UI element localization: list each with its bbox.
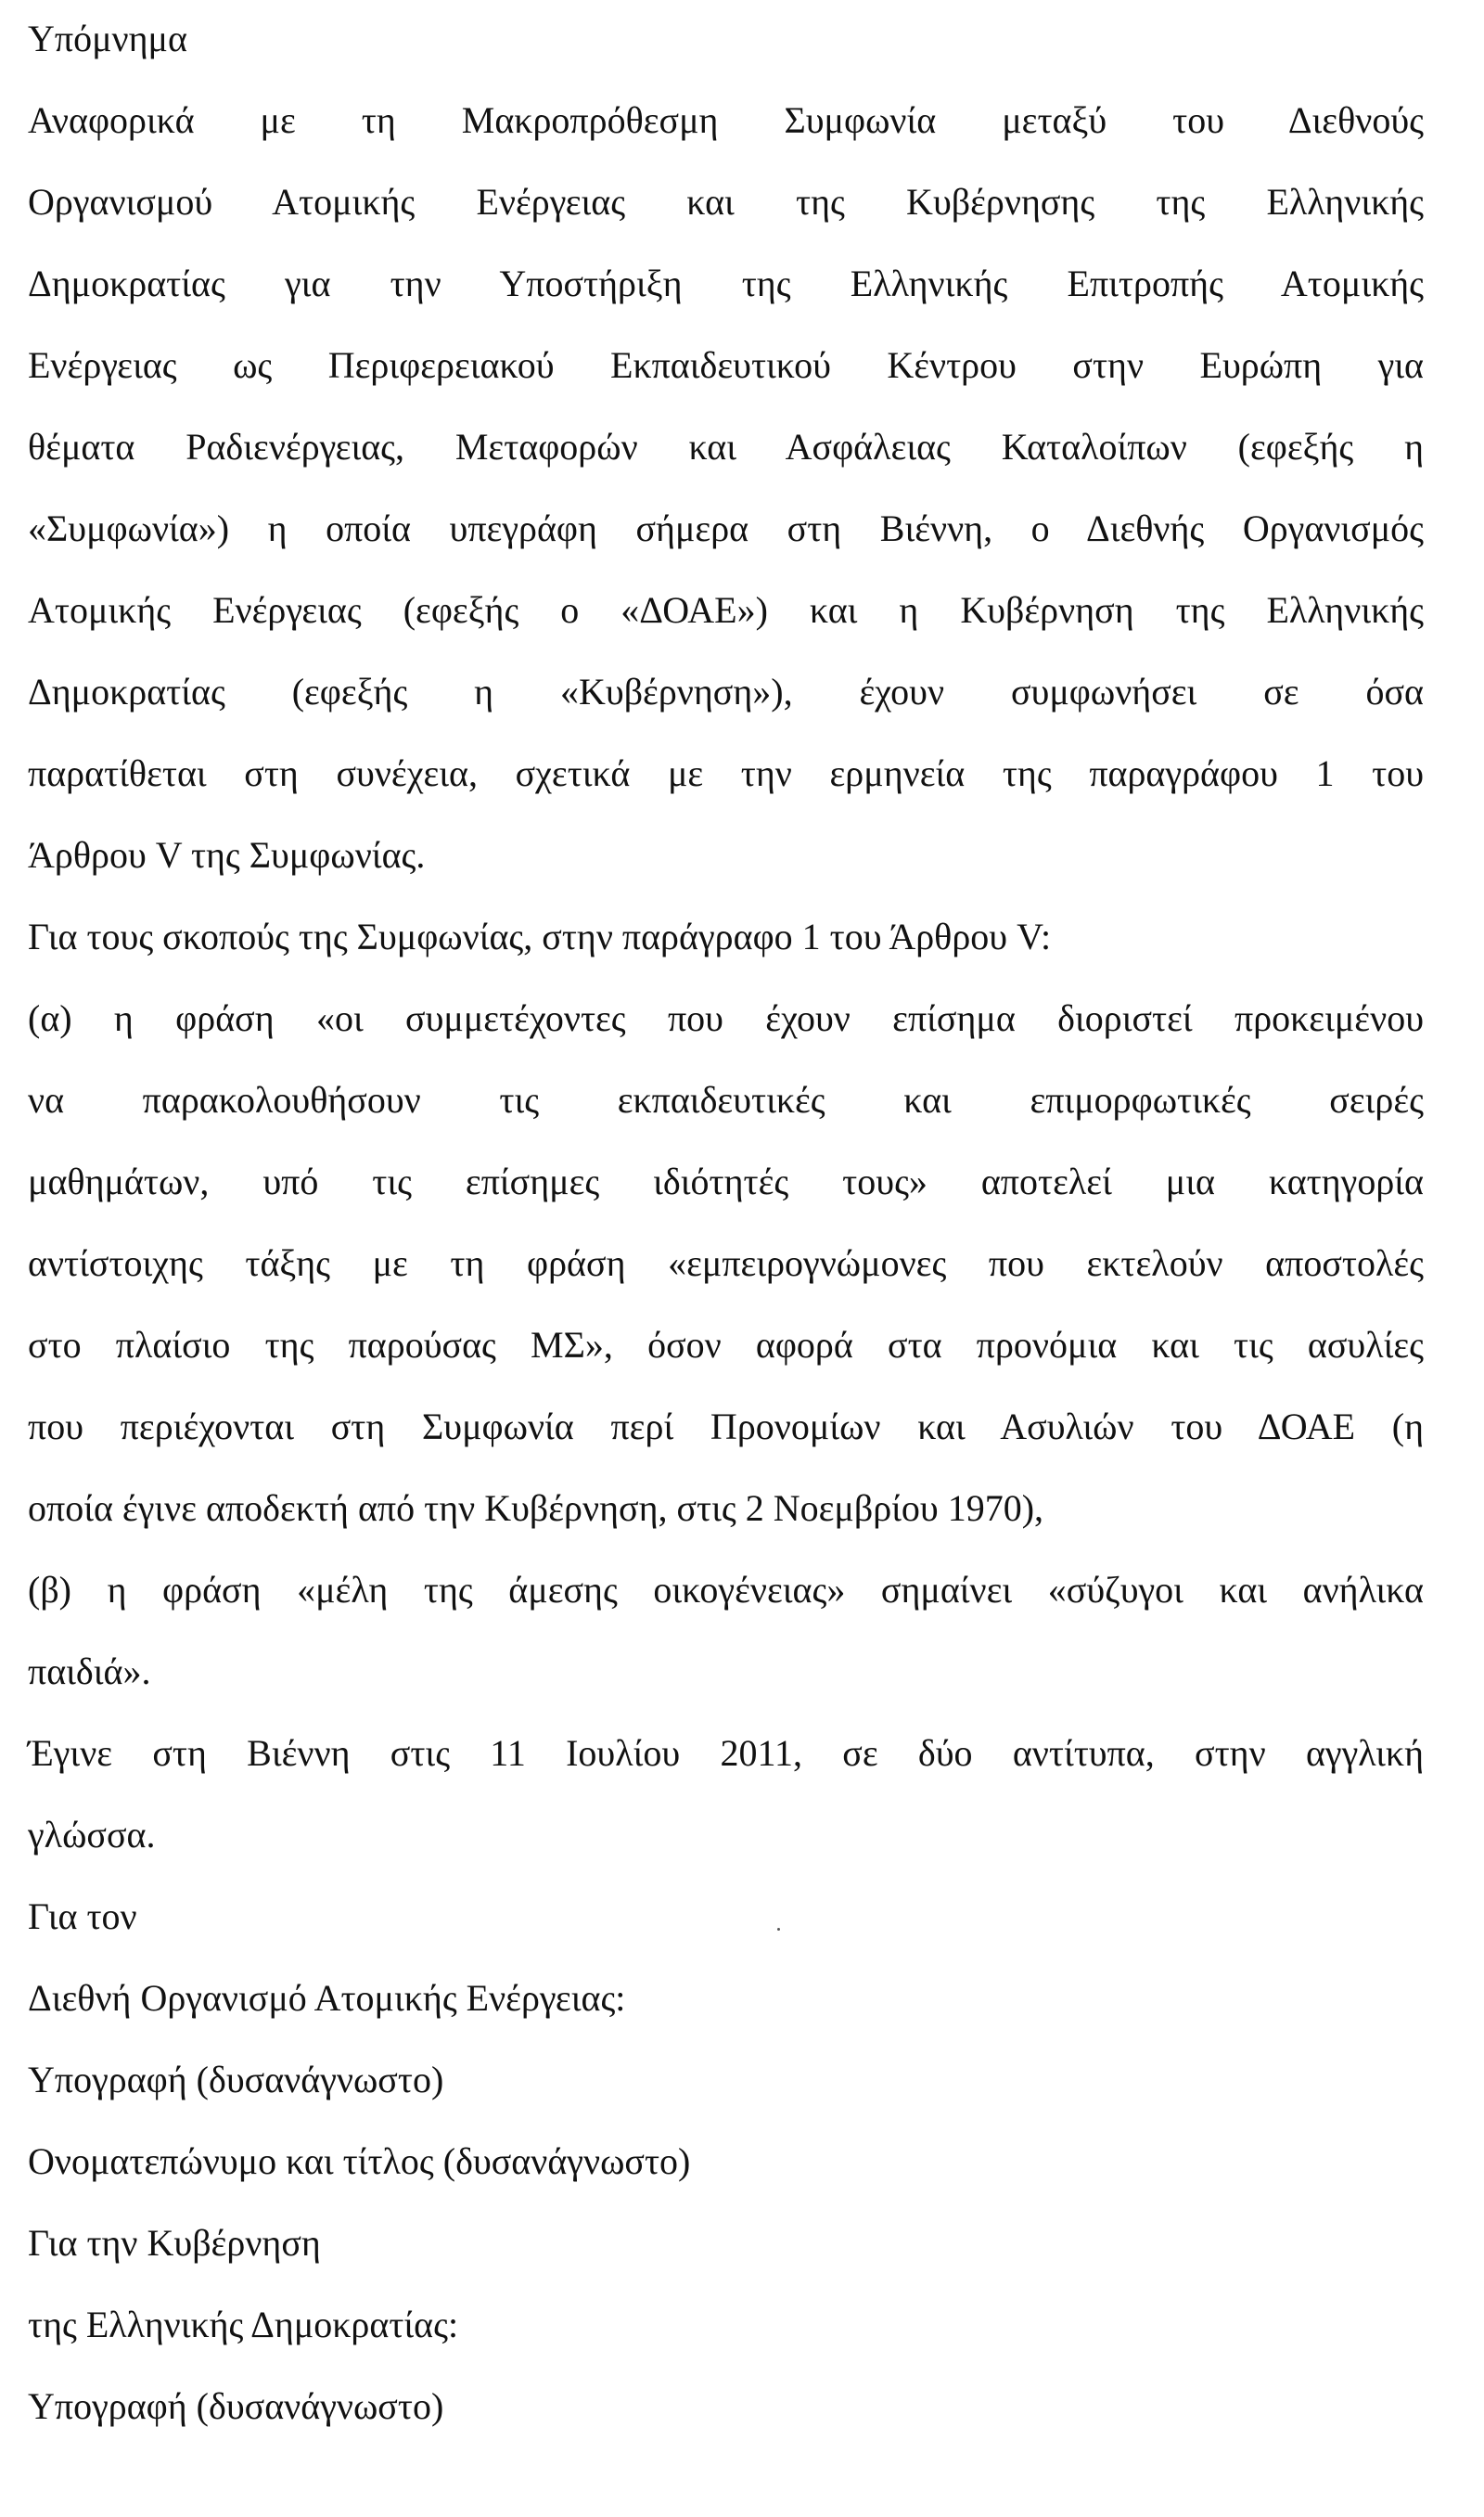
signature-iaea-line: Υπογραφή (δυσανάγνωστο) [28, 2059, 444, 2100]
item-a-line: (α) η φράση «οι συμμετέχοντες που έχουν επίσημα διοριστεί προκειμένου [28, 997, 1424, 1039]
item-a-line: που περιέχονται στη Συμφωνία περί Προνομίων και Ασυλιών του ΔΟΑΕ (η [28, 1406, 1424, 1447]
scan-speck [777, 1928, 780, 1931]
paragraph-1-line: Άρθρου V της Συμφωνίας. [28, 834, 426, 876]
done-at-line: Έγινε στη Βιέννη στις 11 Ιουλίου 2011, σε δύο αντίτυπα, στην αγγλική [28, 1732, 1424, 1774]
paragraph-1-line: «Συμφωνία») η οποία υπεγράφη σήμερα στη Βιέννη, ο Διεθνής Οργανισμός [28, 507, 1424, 549]
signature-government-line: της Ελληνικής Δημοκρατίας: [28, 2304, 459, 2345]
document-heading: Υπόμνημα [28, 18, 187, 59]
item-a-line: στο πλαίσιο της παρούσας ΜΣ», όσον αφορά στα προνόμια και τις ασυλίες [28, 1324, 1424, 1366]
item-b-line: (β) η φράση «μέλη της άμεσης οικογένειας» σημαίνει «σύζυγοι και ανήλικα [28, 1569, 1424, 1611]
paragraph-1-line: θέματα Ραδιενέργειας, Μεταφορών και Ασφάλειας Καταλοίπων (εφεξής η [28, 426, 1424, 468]
paragraph-1-line: Δημοκρατίας για την Υποστήριξη της Ελληνικής Επιτροπής Ατομικής [28, 263, 1424, 304]
paragraph-1-line: Ατομικής Ενέργειας (εφεξής ο «ΔΟΑΕ») και η Κυβέρνηση της Ελληνικής [28, 589, 1424, 631]
item-a-line: να παρακολουθήσουν τις εκπαιδευτικές και επιμορφωτικές σειρές [28, 1079, 1424, 1121]
item-a-line: οποία έγινε αποδεκτή από την Κυβέρνηση, στις 2 Νοεμβρίου 1970), [28, 1487, 1044, 1529]
paragraph-1-line: Αναφορικά με τη Μακροπρόθεσμη Συμφωνία μεταξύ του Διεθνούς [28, 99, 1424, 141]
signature-government-line: Για την Κυβέρνηση [28, 2222, 321, 2264]
paragraph-1-line: Δημοκρατίας (εφεξής η «Κυβέρνηση»), έχουν συμφωνήσει σε όσα [28, 671, 1424, 713]
done-at-line: γλώσσα. [28, 1814, 156, 1856]
paragraph-1-line: Ενέργειας ως Περιφερειακού Εκπαιδευτικού Κέντρου στην Ευρώπη για [28, 344, 1424, 386]
signature-iaea-line: Για τον [28, 1895, 137, 1937]
signature-iaea-line: Ονοματεπώνυμο και τίτλος (δυσανάγνωστο) [28, 2140, 691, 2182]
item-a-line: αντίστοιχης τάξης με τη φράση «εμπειρογνώμονες που εκτελούν αποστολές [28, 1242, 1424, 1284]
signature-iaea-line: Διεθνή Οργανισμό Ατομικής Ενέργειας: [28, 1977, 626, 2019]
paragraph-1-line: Οργανισμού Ατομικής Ενέργειας και της Κυβέρνησης της Ελληνικής [28, 181, 1424, 223]
item-b-line: παιδιά». [28, 1650, 151, 1692]
paragraph-2: Για τους σκοπούς της Συμφωνίας, στην παράγραφο 1 του Άρθρου V: [28, 916, 1052, 957]
item-a-line: μαθημάτων, υπό τις επίσημες ιδιότητές τους» αποτελεί μια κατηγορία [28, 1161, 1424, 1202]
signature-government-line: Υπογραφή (δυσανάγνωστο) [28, 2385, 444, 2427]
paragraph-1-line: παρατίθεται στη συνέχεια, σχετικά με την ερμηνεία της παραγράφου 1 του [28, 752, 1424, 794]
